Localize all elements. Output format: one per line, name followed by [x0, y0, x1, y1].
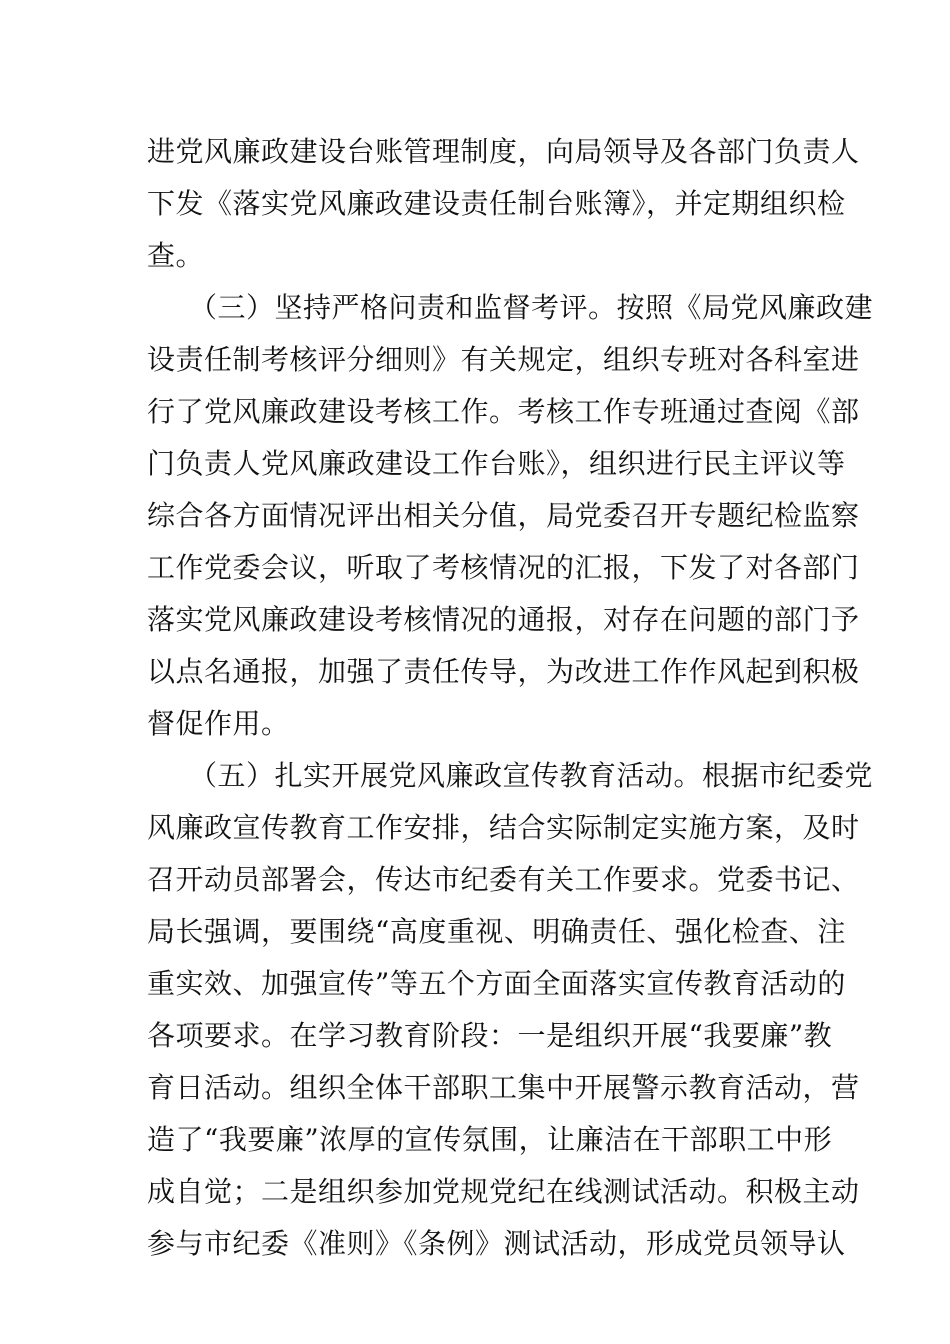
text-line: 综合各方面情况评出相关分值，局党委召开专题纪检监察: [147, 499, 860, 532]
text-line: 重实效、加强宣传”等五个方面全面落实宣传教育活动的: [147, 967, 846, 1000]
text-line: 成自觉；二是组织参加党规党纪在线测试活动。积极主动: [147, 1175, 860, 1208]
text-line: 参与市纪委《准则》《条例》测试活动，形成党员领导认: [147, 1227, 846, 1260]
text-line: 督促作用。: [147, 707, 290, 740]
text-line: 下发《落实党风廉政建设责任制台账簿》，并定期组织检: [147, 187, 846, 220]
text-line: 门负责人党风廉政建设工作台账》，组织进行民主评议等: [147, 447, 846, 480]
text-line: 进党风廉政建设台账管理制度，向局领导及各部门负责人: [147, 135, 860, 168]
text-line: （三）坚持严格问责和监督考评。按照《局党风廉政建: [189, 291, 874, 324]
text-line: 各项要求。在学习教育阶段：一是组织开展“我要廉”教: [147, 1019, 833, 1052]
text-line: 查。: [147, 239, 205, 272]
text-line: 造了“我要廉”浓厚的宣传氛围，让廉洁在干部职工中形: [147, 1123, 833, 1156]
text-line: 行了党风廉政建设考核工作。考核工作专班通过查阅《部: [147, 395, 860, 428]
text-line: 召开动员部署会，传达市纪委有关工作要求。党委书记、: [147, 863, 860, 896]
text-line: 以点名通报，加强了责任传导，为改进工作作风起到积极: [147, 655, 860, 688]
text-line: 工作党委会议，听取了考核情况的汇报，下发了对各部门: [147, 551, 860, 584]
text-line: 设责任制考核评分细则》有关规定，组织专班对各科室进: [147, 343, 860, 376]
text-line: 风廉政宣传教育工作安排，结合实际制定实施方案，及时: [147, 811, 860, 844]
text-line: 局长强调，要围绕“高度重视、明确责任、强化检查、注: [147, 915, 846, 948]
text-line: （五）扎实开展党风廉政宣传教育活动。根据市纪委党: [189, 759, 874, 792]
text-line: 落实党风廉政建设考核情况的通报，对存在问题的部门予: [147, 603, 860, 636]
body-text: [147, 126, 874, 1270]
text-line: 育日活动。组织全体干部职工集中开展警示教育活动，营: [147, 1071, 860, 1104]
